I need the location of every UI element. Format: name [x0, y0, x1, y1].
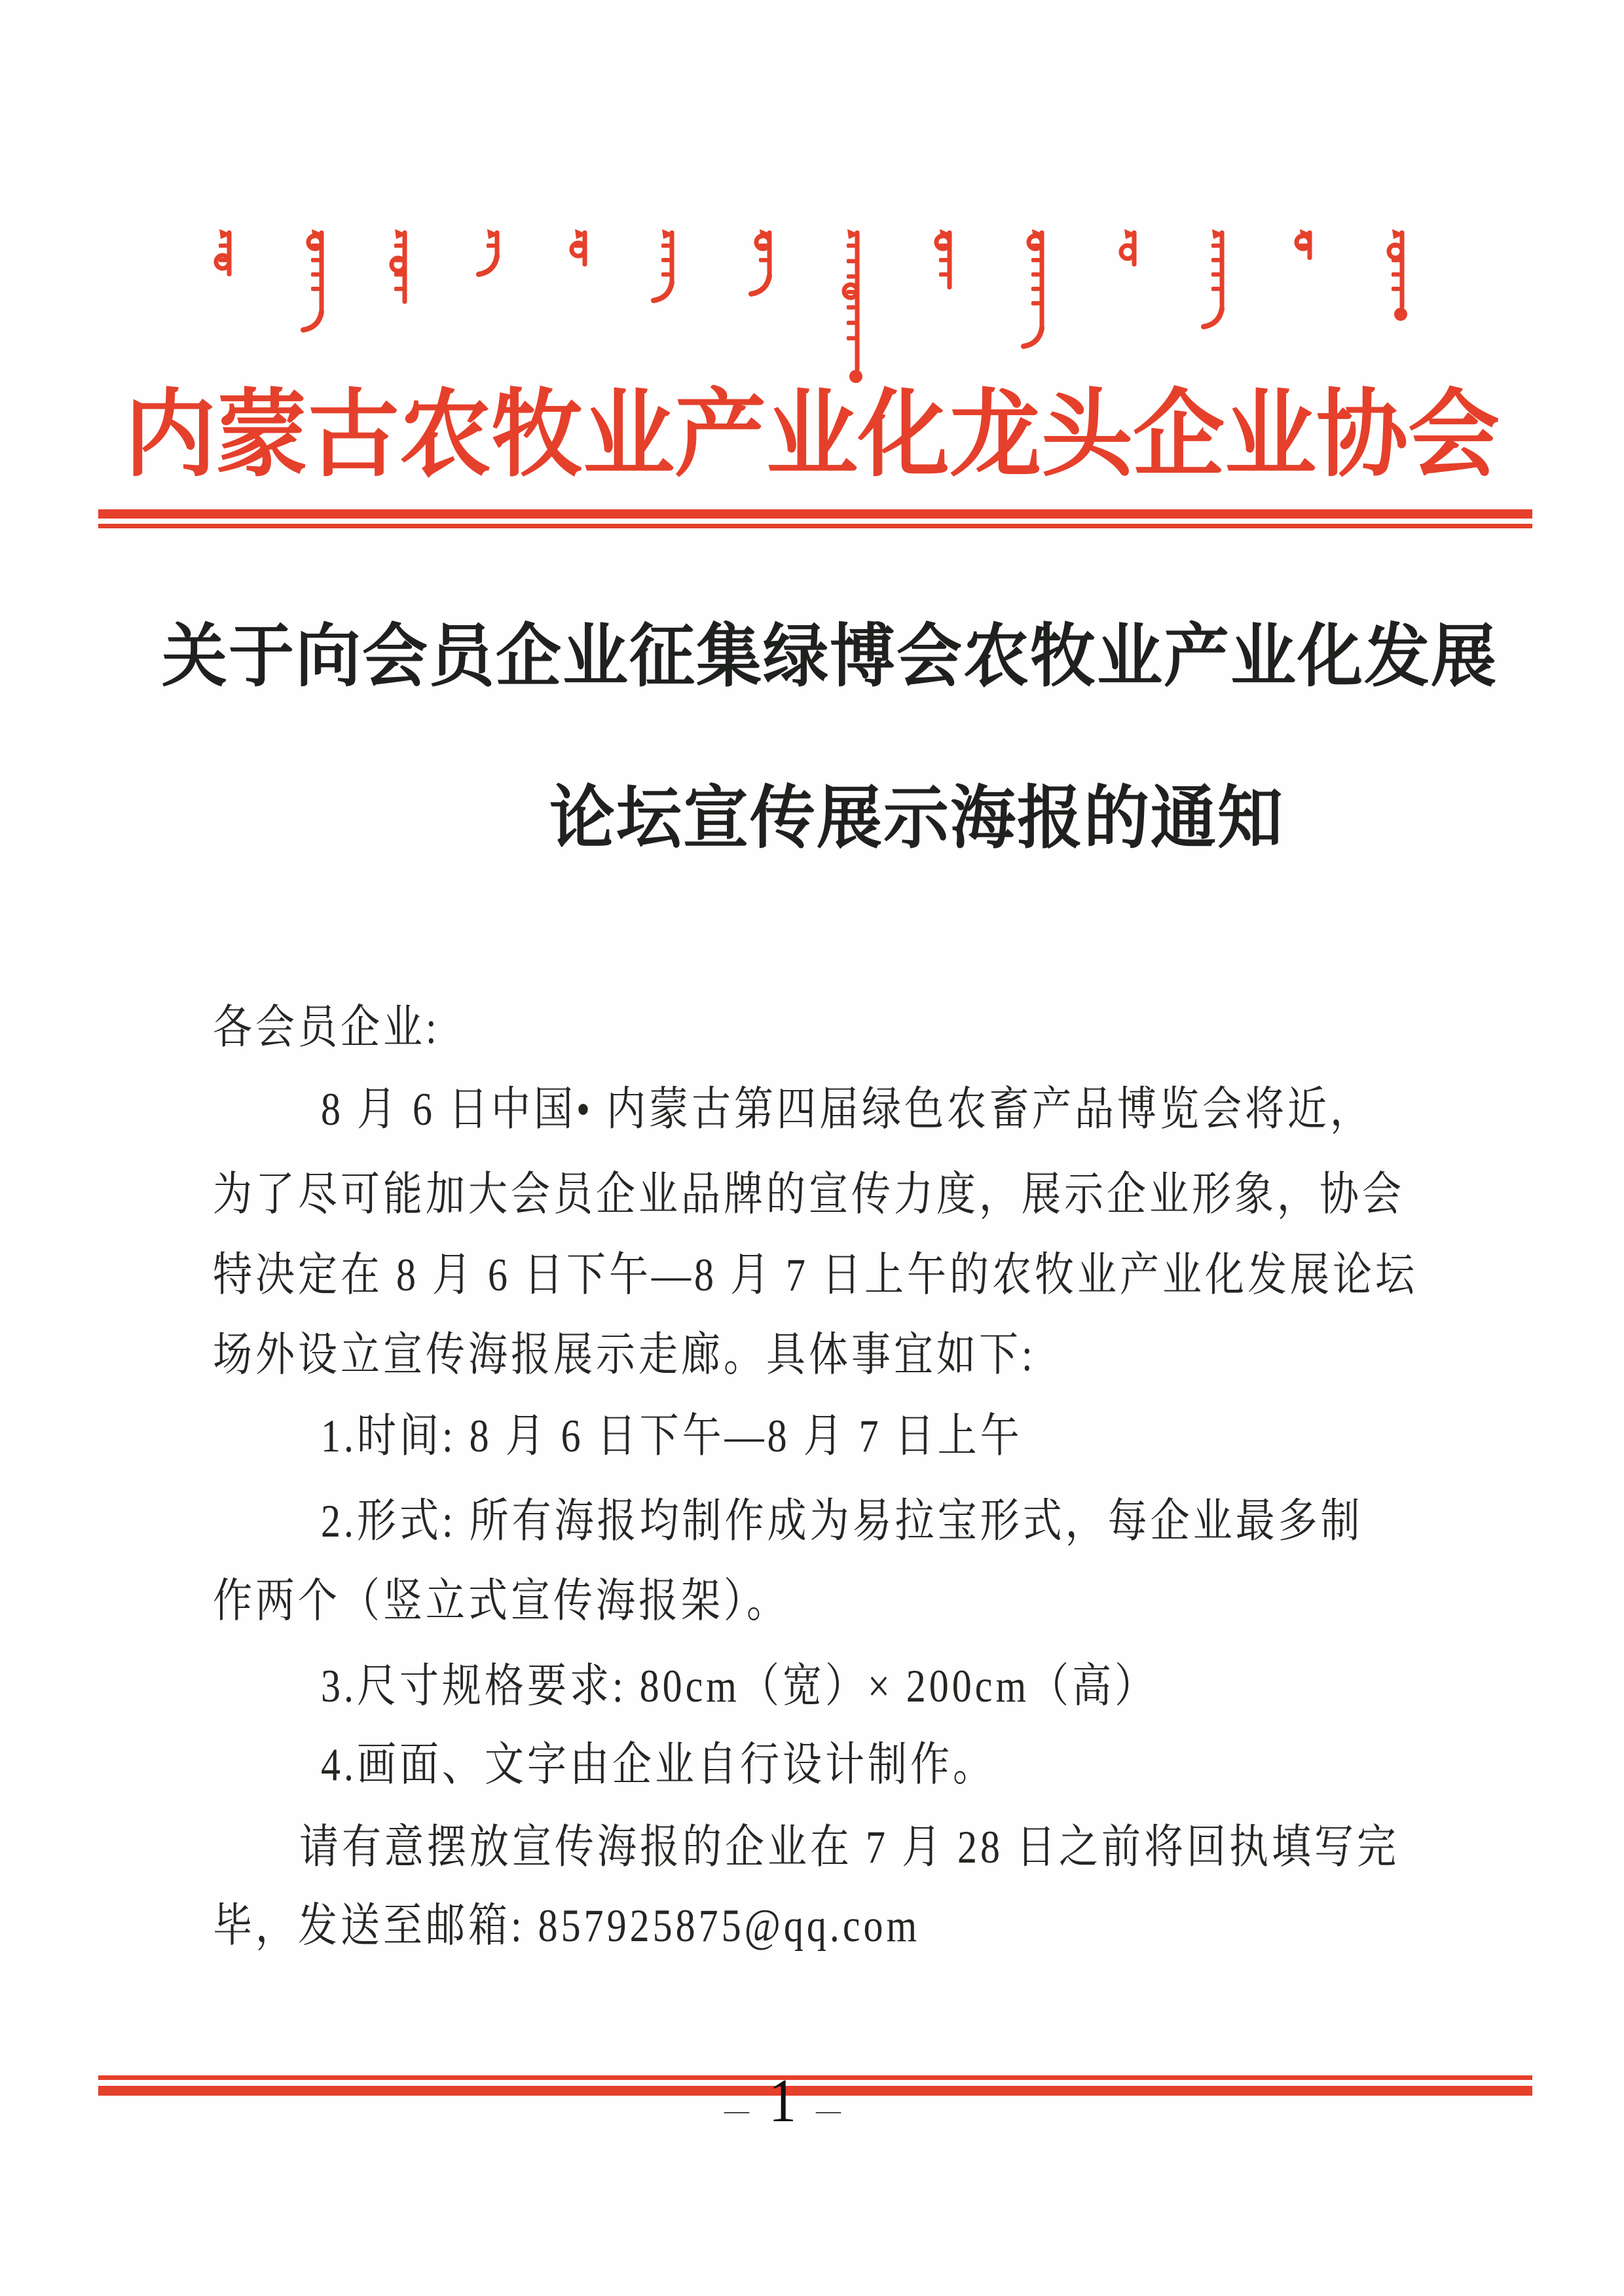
body-item-time: 1.时间: 8 月 6 日下午—8 月 7 日上午 [321, 1410, 1023, 1462]
body-line: 特决定在 8 月 6 日下午—8 月 7 日上午的农牧业产业化发展论坛 [213, 1249, 1418, 1301]
body-line: 请有意摆放宣传海报的企业在 7 月 28 日之前将回执填写完 [299, 1821, 1399, 1873]
header-rule-thin [98, 524, 1532, 528]
body-line-email: 毕，发送至邮箱: 857925875@qq.com [213, 1900, 921, 1952]
doc-title-line1: 关于向会员企业征集绿博会农牧业产业化发展 [162, 619, 1498, 695]
doc-title-line2: 论坛宣传展示海报的通知 [549, 780, 1284, 857]
org-name-masthead: 内蒙古农牧业产业化龙头企业协会 [124, 382, 1500, 489]
page-number-dash-left: — [724, 2097, 749, 2124]
body-line: 8 月 6 日中国• 内蒙古第四届绿色农畜产品博览会将近， [321, 1084, 1373, 1135]
page-number [714, 2069, 851, 2134]
page-number-dash-right: — [816, 2097, 841, 2124]
body-item-size: 3.尺寸规格要求: 80cm（宽）× 200cm（高） [321, 1660, 1158, 1712]
header-rule-thick [98, 509, 1532, 519]
body-item-form: 2.形式: 所有海报均制作成为易拉宝形式，每企业最多制 [321, 1495, 1363, 1547]
body-line: 场外设立宣传海报展示走廊。具体事宜如下: [213, 1329, 1036, 1381]
mongolian-vertical-script-banner [0, 228, 1624, 405]
body-line: 作两个（竖立式宣传海报架）。 [213, 1575, 789, 1627]
body-item-design: 4.画面、文字由企业自行设计制作。 [321, 1739, 995, 1791]
page-number-value: 1 [769, 2067, 796, 2136]
body-salutation: 各会员企业: [213, 1002, 440, 1053]
body-line: 为了尽可能加大会员企业品牌的宣传力度，展示企业形象，协会 [213, 1169, 1405, 1220]
